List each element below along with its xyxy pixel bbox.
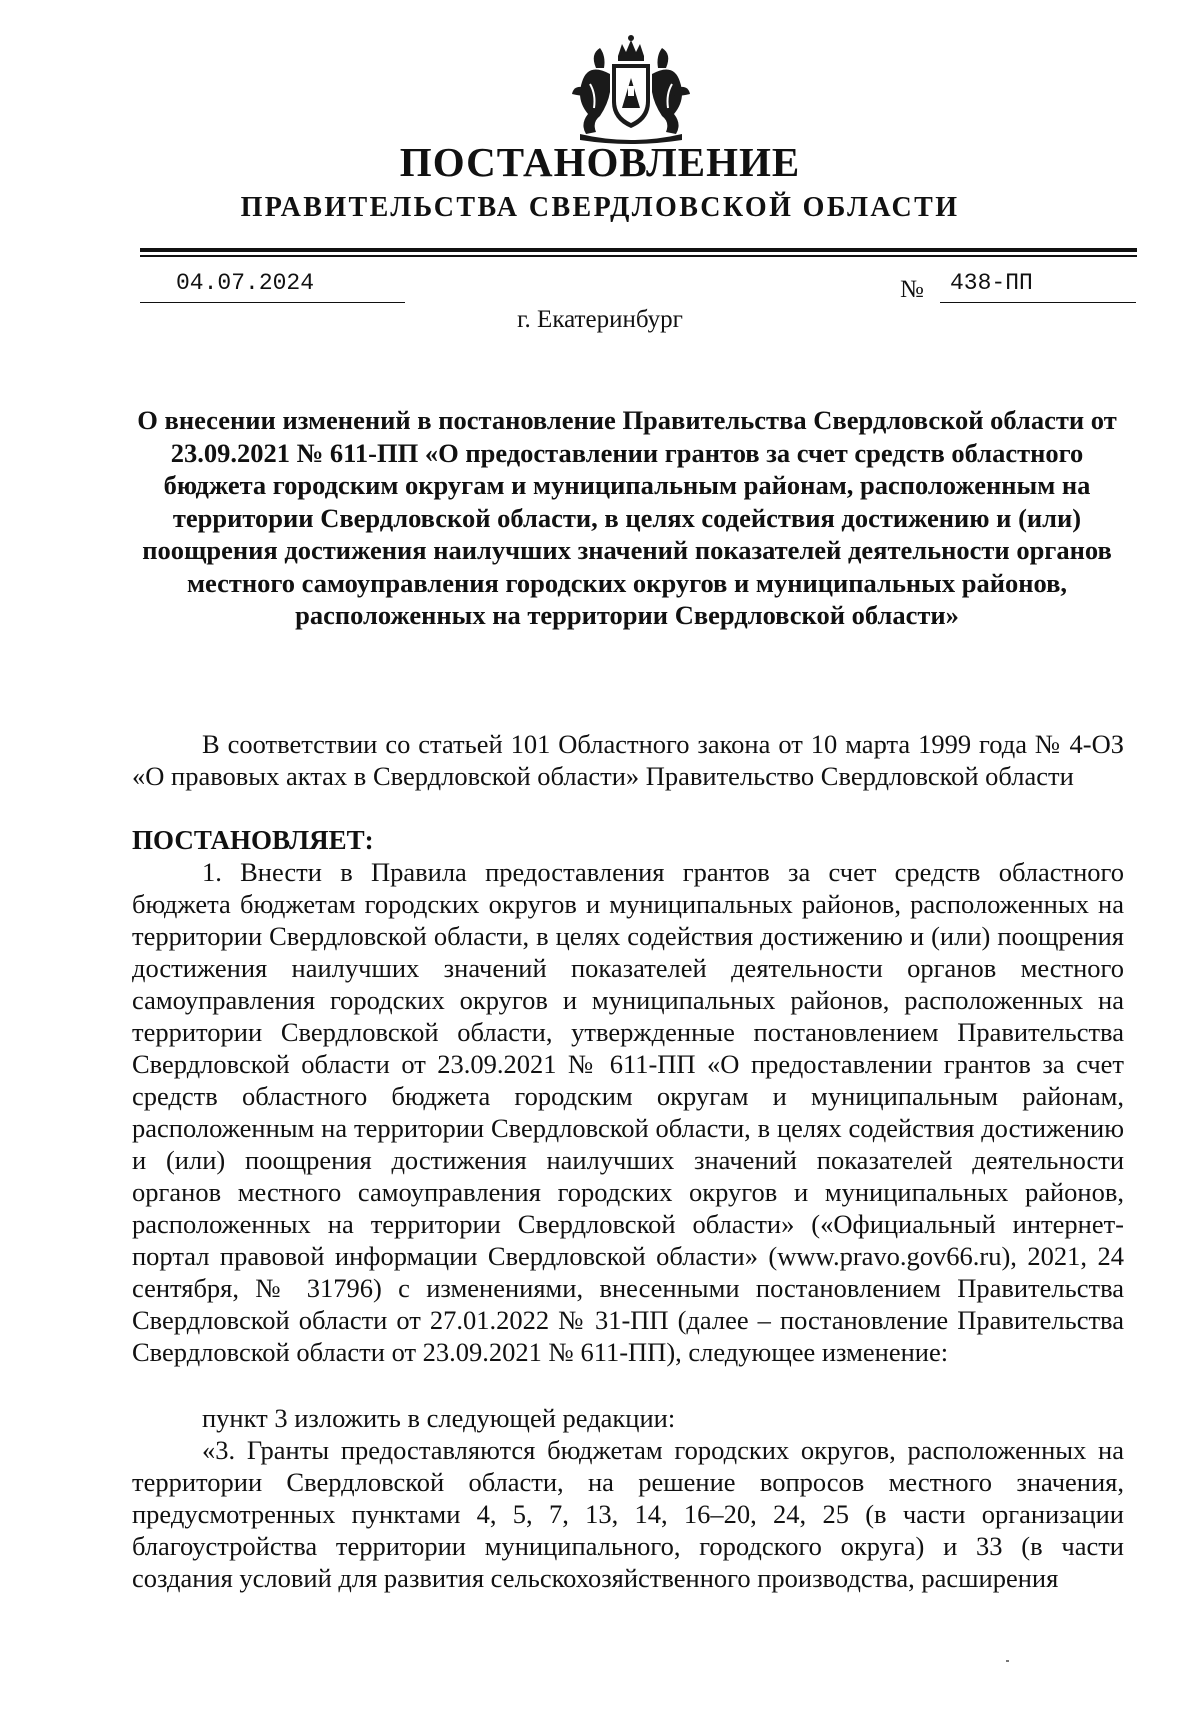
number-field	[940, 270, 1136, 303]
document-title: ПОСТАНОВЛЕНИЕ	[399, 139, 801, 185]
document-heading: О внесении изменений в постановление Правительства Свердловской области от 23.09.2021 № 611-ПП «О предоставлении грантов за счет средств областного бюджета городским округам и муниципальным районам, расположенным на территории Свердловской области, в целях содействия достижению и (или) поощрения достижения наилучших значений показателей деятельности органов местного самоуправления городских округов и муниципальных районов, расположенных на территории Свердловской области»	[137, 405, 1117, 630]
change-intro-paragraph: пункт 3 изложить в следующей редакции:	[202, 1403, 676, 1433]
city-line: г. Екатеринбург	[517, 306, 683, 333]
item-1-paragraph: 1. Внести в Правила предоставления грантов за счет средств областного бюджета бюджетам городских округов и муниципальных районов, расположенных на территории Свердловской области, в целях содействия достижению и (или) поощрения достижения наилучших значений показателей деятельности органов местного самоуправления городских округов и муниципальных районов, расположенных на территории Свердловской области, утвержденные постановлением Правительства Свердловской области от 23.09.2021 № 611-ПП «О предоставлении грантов за счет средств областного бюджета городским округам и муниципальным районам, расположенным на территории Свердловской области, в целях содействия достижению и (или) поощрения достижения наилучших значений показателей деятельности органов местного самоуправления городских округов и муниципальных районов, расположенных на территории Свердловской области» («Официальный интернет-портал правовой информации Свердловской области» (www.pravo.gov66.ru), 2021, 24 сентября, № 31796) с изменениями, внесенными постановлением Правительства Свердловской области от 27.01.2022 № 31-ПП (далее – постановление Правительства Свердловской области от 23.09.2021 № 611-ПП), следующее изменение:	[132, 857, 1124, 1367]
header-divider-thick	[140, 248, 1137, 252]
document-number: 438-ПП	[950, 270, 1033, 296]
document-subtitle: ПРАВИТЕЛЬСТВА СВЕРДЛОВСКОЙ ОБЛАСТИ	[240, 192, 960, 223]
intro-paragraph: В соответствии со статьей 101 Областного закона от 10 марта 1999 года № 4-ОЗ «О правовых актах в Свердловской области» Правительство Свердловской области	[132, 729, 1124, 791]
scan-speck	[1006, 1660, 1009, 1662]
document-date: 04.07.2024	[176, 270, 315, 296]
date-field	[140, 270, 405, 303]
coat-of-arms-icon	[566, 34, 696, 146]
point-3-paragraph: «3. Гранты предоставляются бюджетам городских округов, расположенных на территории Свердловской области, на решение вопросов местного значения, предусмотренных пунктами 4, 5, 7, 13, 14, 16–20, 24, 25 (в части организации благоустройства территории муниципального, городского округа) и 33 (в части создания условий для развития сельскохозяйственного производства, расширения	[132, 1435, 1124, 1593]
decree-label: ПОСТАНОВЛЯЕТ:	[132, 825, 374, 855]
header-divider-thin	[140, 255, 1137, 257]
number-label: №	[900, 276, 924, 303]
